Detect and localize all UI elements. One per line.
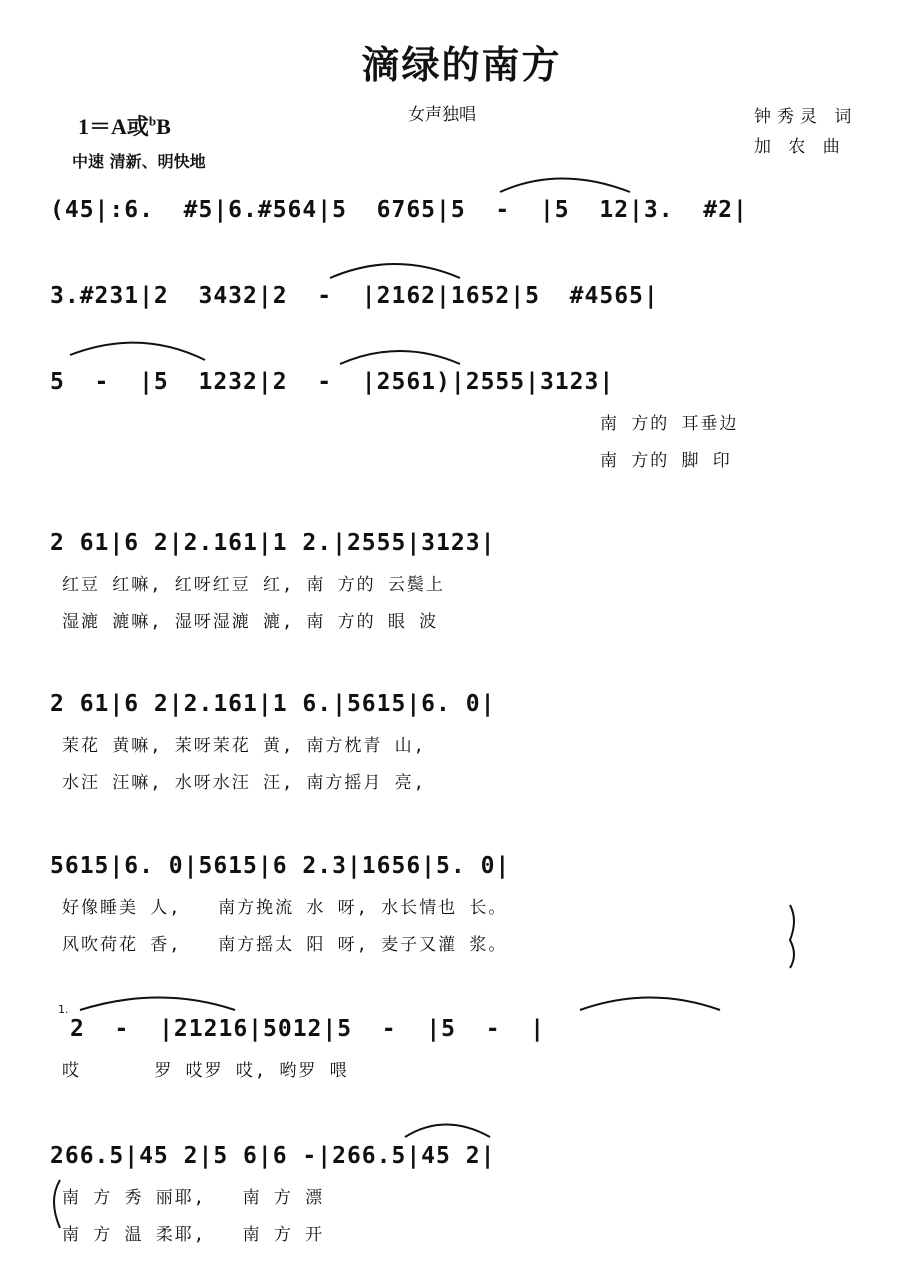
verse-brace: [54, 1180, 60, 1228]
lyric-verse-1: 南 方的 耳垂边: [600, 414, 739, 434]
notation-line: 3.#231|2 3432|2 - |2162|1652|5 #4565|: [50, 283, 659, 309]
lyric-verse-2: 南 方 温 柔耶, 南 方 开: [62, 1225, 325, 1245]
lyric-verse-1: 红豆 红嘛, 红呀红豆 红, 南 方的 云鬓上: [62, 575, 445, 595]
notation-line: 5615|6. 0|5615|6 2.3|1656|5. 0|: [50, 853, 511, 879]
song-title: 滴绿的南方: [361, 43, 562, 87]
slur-mark: [580, 998, 720, 1011]
slur-mark: [330, 264, 460, 278]
notation-line: 2 61|6 2|2.161|1 6.|5615|6. 0|: [50, 691, 496, 717]
lyric-verse-1: 南 方 秀 丽耶, 南 方 漂: [62, 1188, 325, 1208]
key-suffix: B: [156, 114, 171, 139]
flat-mark: b: [148, 113, 157, 129]
lyric-verse-2: 水汪 汪嘛, 水呀水汪 汪, 南方摇月 亮,: [62, 773, 426, 793]
composer-credit: 加 农 曲: [754, 137, 846, 157]
lyric-verse-1: 茉花 黄嘛, 茉呀茉花 黄, 南方枕青 山,: [62, 736, 426, 756]
lyric-verse-2: 南 方的 脚 印: [600, 451, 732, 471]
notation-line: 2 - |21216|5012|5 - |5 - |: [70, 1016, 546, 1042]
slur-mark: [80, 998, 235, 1011]
slur-mark: [405, 1125, 490, 1138]
lyricist-credit: 钟秀灵 词: [754, 107, 858, 127]
notation-line: 5 - |5 1232|2 - |2561)|2555|3123|: [50, 369, 615, 395]
slur-mark: [340, 351, 460, 364]
slur-mark: [70, 343, 205, 360]
lyric-verse-1: 好像睡美 人, 南方挽流 水 呀, 水长情也 长。: [62, 898, 508, 918]
slur-mark: [500, 179, 630, 193]
notation-line: 266.5|45 2|5 6|6 -|266.5|45 2|: [50, 1143, 496, 1169]
verse-brace: [790, 905, 794, 968]
performance-type: 女声独唱: [408, 105, 476, 125]
tempo-marking: 中速 清新、明快地: [72, 152, 206, 171]
lyric-verse-2: 湿漉 漉嘛, 湿呀湿漉 漉, 南 方的 眼 波: [62, 612, 439, 632]
volta-marker: 1.: [58, 1003, 69, 1016]
lyric-line: 哎 罗 哎罗 哎, 哟罗 喂: [62, 1061, 349, 1081]
key-prefix: 1＝A或: [78, 114, 149, 139]
notation-line: (45|:6. #5|6.#564|5 6765|5 - |5 12|3. #2|: [50, 197, 748, 223]
notation-line: 2 61|6 2|2.161|1 2.|2555|3123|: [50, 530, 496, 556]
lyric-verse-2: 风吹荷花 香, 南方摇太 阳 呀, 麦子又灌 浆。: [62, 935, 508, 955]
